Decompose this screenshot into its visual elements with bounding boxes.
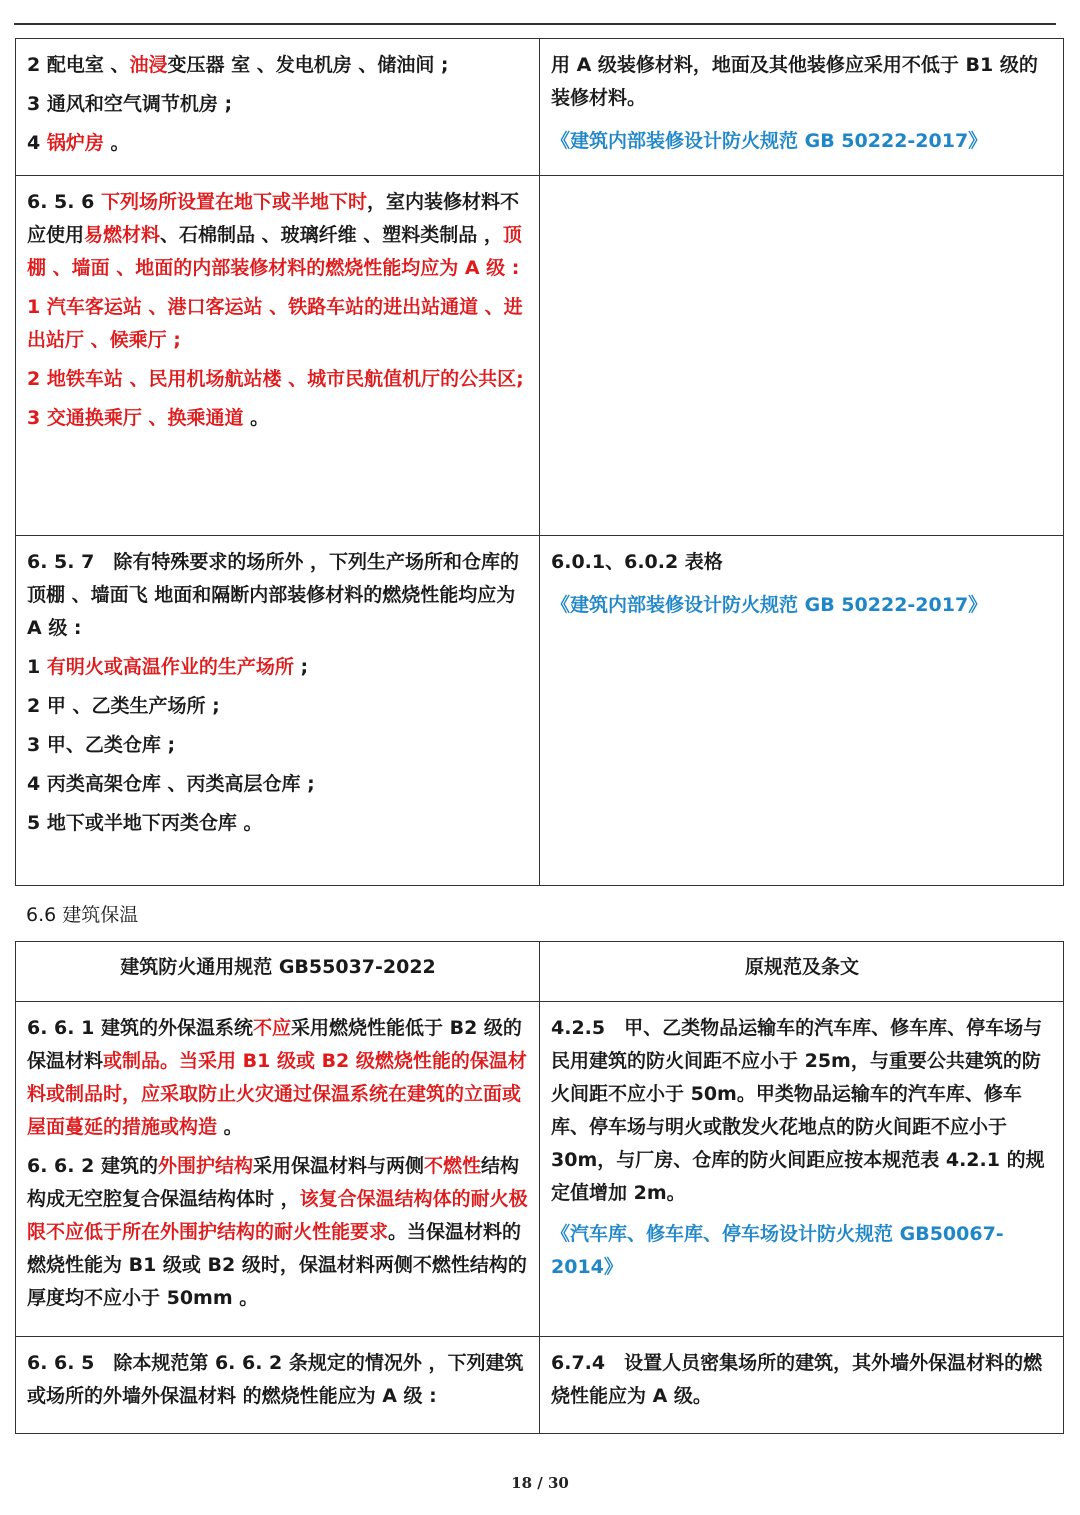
text-run: 1 <box>27 656 47 678</box>
original-clause-text: 4.2.5 甲、乙类物品运输车的汽车库、修车库、停车场与民用建筑的防火间距不应小于 25m，与重要公共建筑的防火间距不应小于 50m。甲类物品运输车的汽车库、修车库、停车场与明火或散发火花地点的防火间距不应小于 30m，与厂房、仓库的防火间距应按本规范表 4.2.1 的规定值增加 2m。 <box>551 1017 1045 1204</box>
paragraph <box>27 186 529 285</box>
highlighted-text-run: 3 交通换乘厅 、换乘通道 <box>27 407 244 429</box>
clause-text <box>27 1347 529 1413</box>
standard-reference: 《建筑内部装修设计防火规范 GB 50222-2017》 <box>551 130 988 152</box>
highlighted-text-run: 该复合保温结构体的耐火极限不应低于所在外围护结构的耐火性能要求 <box>27 1188 528 1243</box>
highlighted-text-run: 不应 <box>252 1017 291 1039</box>
text-run: 3 通风和空气调节机房 ; <box>27 93 233 115</box>
text-run: 6. 5. 7 除有特殊要求的场所外 ，下列生产场所和仓库的顶棚 、墙面飞 地面和隔断内部装修材料的燃烧性能均应为 A 级 : <box>27 551 519 639</box>
text-run: 采用保温材料与两侧 <box>252 1155 424 1177</box>
table-cell-right <box>540 536 1064 886</box>
highlighted-text-run: 下列场所设置在地下或半地下时 <box>100 191 367 213</box>
text-run: 变压器 室 、发电机房 、储油间 ; <box>167 54 449 76</box>
table-row <box>16 1337 1064 1434</box>
table-row <box>16 536 1064 886</box>
table-header-row <box>16 942 1064 1002</box>
text-run: 6. 5. 6 <box>27 191 101 213</box>
paragraph <box>27 291 529 357</box>
paragraph <box>27 651 529 684</box>
table-row <box>16 1002 1064 1337</box>
paragraph <box>27 768 529 801</box>
text-run: 。 <box>243 407 270 429</box>
paragraph <box>27 363 529 396</box>
highlighted-text-run: 外围护结构 <box>157 1155 253 1177</box>
standard-reference: 《建筑内部装修设计防火规范 GB 50222-2017》 <box>551 594 988 616</box>
paragraph <box>27 88 529 121</box>
table-cell-left <box>16 1002 540 1337</box>
text-run: 2 甲 、乙类生产场所 ; <box>27 695 220 717</box>
text-run: 4 <box>27 132 47 154</box>
text-run: ，室内装修材料不应使用 <box>27 191 519 246</box>
table-row <box>16 176 1064 536</box>
column-header-new-code: 建筑防火通用规范 GB55037-2022 <box>16 942 540 1002</box>
table-cell-left <box>16 176 540 536</box>
table-cell-right-empty <box>540 176 1064 536</box>
paragraph <box>27 402 529 435</box>
text-run: 6. 6. 5 除本规范第 6. 6. 2 条规定的情况外 ，下列建筑或场所的外墙外保温材料 的燃烧性能应为 A 级 : <box>27 1352 524 1407</box>
table-cell-right <box>540 1337 1064 1434</box>
paragraph <box>27 729 529 762</box>
paragraph <box>27 1347 529 1413</box>
original-clause-text: 6.7.4 设置人员密集场所的建筑，其外墙外保温材料的燃烧性能应为 A 级。 <box>551 1352 1043 1407</box>
table-row <box>16 39 1064 176</box>
paragraph <box>27 546 529 645</box>
standard-reference: 《汽车库、修车库、停车场设计防火规范 GB50067-2014》 <box>551 1223 1004 1278</box>
highlighted-text-run: 或制品。当采用 B1 级或 B2 级燃烧性能的保温材料或制品时，应采取防止火灾通过保温系统在建筑的立面或屋面蔓延的措施或构造 <box>27 1050 527 1138</box>
paragraph <box>27 127 529 160</box>
highlighted-text-run: 不燃性 <box>423 1155 481 1177</box>
table-cell-left <box>16 536 540 886</box>
text-run: 2 配电室 、 <box>27 54 130 76</box>
text-run: 。 <box>217 1116 243 1138</box>
paragraph <box>27 690 529 723</box>
paragraph <box>27 1150 529 1315</box>
highlighted-text-run: 有明火或高温作业的生产场所 <box>46 656 294 678</box>
column-header-original-code: 原规范及条文 <box>540 942 1064 1002</box>
text-run: 结构 构成无空腔复合保温结构体时 ， <box>27 1155 520 1210</box>
original-clause-text: 6.0.1、6.0.2 表格 <box>551 551 723 573</box>
clause-text <box>27 49 529 160</box>
text-run: 5 地下或半地下丙类仓库 。 <box>27 812 263 834</box>
table-cell-left <box>16 39 540 176</box>
text-run: 。 <box>103 132 130 154</box>
text-run: 3 甲、乙类仓库 ; <box>27 734 176 756</box>
highlighted-text-run: 2 地铁车站 、民用机场航站楼 、城市民航值机厅的公共区; <box>27 368 524 390</box>
comparison-table-continued <box>15 38 1064 886</box>
page-number: 18 / 30 <box>511 1474 569 1492</box>
text-run: ; <box>293 656 309 678</box>
text-run: 6. 6. 1 建筑的外保温系统 <box>27 1017 253 1039</box>
text-run: 4 丙类高架仓库 、丙类高层仓库 ; <box>27 773 315 795</box>
highlighted-text-run: 顶棚 、墙面 、地面的内部装修材料的燃烧性能均应为 A 级 : <box>27 224 522 279</box>
comparison-table <box>15 941 1064 1434</box>
original-clause-text: 用 A 级装修材料，地面及其他装修应采用不低于 B1 级的装修材料。 <box>551 54 1038 109</box>
table-cell-left <box>16 1337 540 1434</box>
clause-text <box>27 546 529 840</box>
paragraph <box>27 807 529 840</box>
text-run: 、石棉制品 、玻璃纤维 、塑料类制品 ， <box>160 224 503 246</box>
table-cell-right <box>540 1002 1064 1337</box>
table-cell-right <box>540 39 1064 176</box>
section-title: 6.6 建筑保温 <box>26 904 139 926</box>
clause-text <box>27 1012 529 1315</box>
header-rule <box>14 23 1056 25</box>
text-run: 采用燃烧性能低于 B2 级的保温材料 <box>27 1017 522 1072</box>
highlighted-text-run: 易燃材料 <box>84 224 161 246</box>
highlighted-text-run: 油浸 <box>129 54 168 76</box>
highlighted-text-run: 锅炉房 <box>46 132 104 154</box>
paragraph <box>27 1012 529 1144</box>
text-run: 6. 6. 2 建筑的 <box>27 1155 158 1177</box>
clause-text <box>27 186 529 435</box>
paragraph <box>27 49 529 82</box>
text-run: 。当保温材料的燃烧性能为 B1 级或 B2 级时，保温材料两侧不燃性结构的厚度均不应小于 50mm 。 <box>27 1221 527 1309</box>
highlighted-text-run: 1 汽车客运站 、港口客运站 、铁路车站的进出站通道 、进出站厅 、候乘厅 ; <box>27 296 523 351</box>
